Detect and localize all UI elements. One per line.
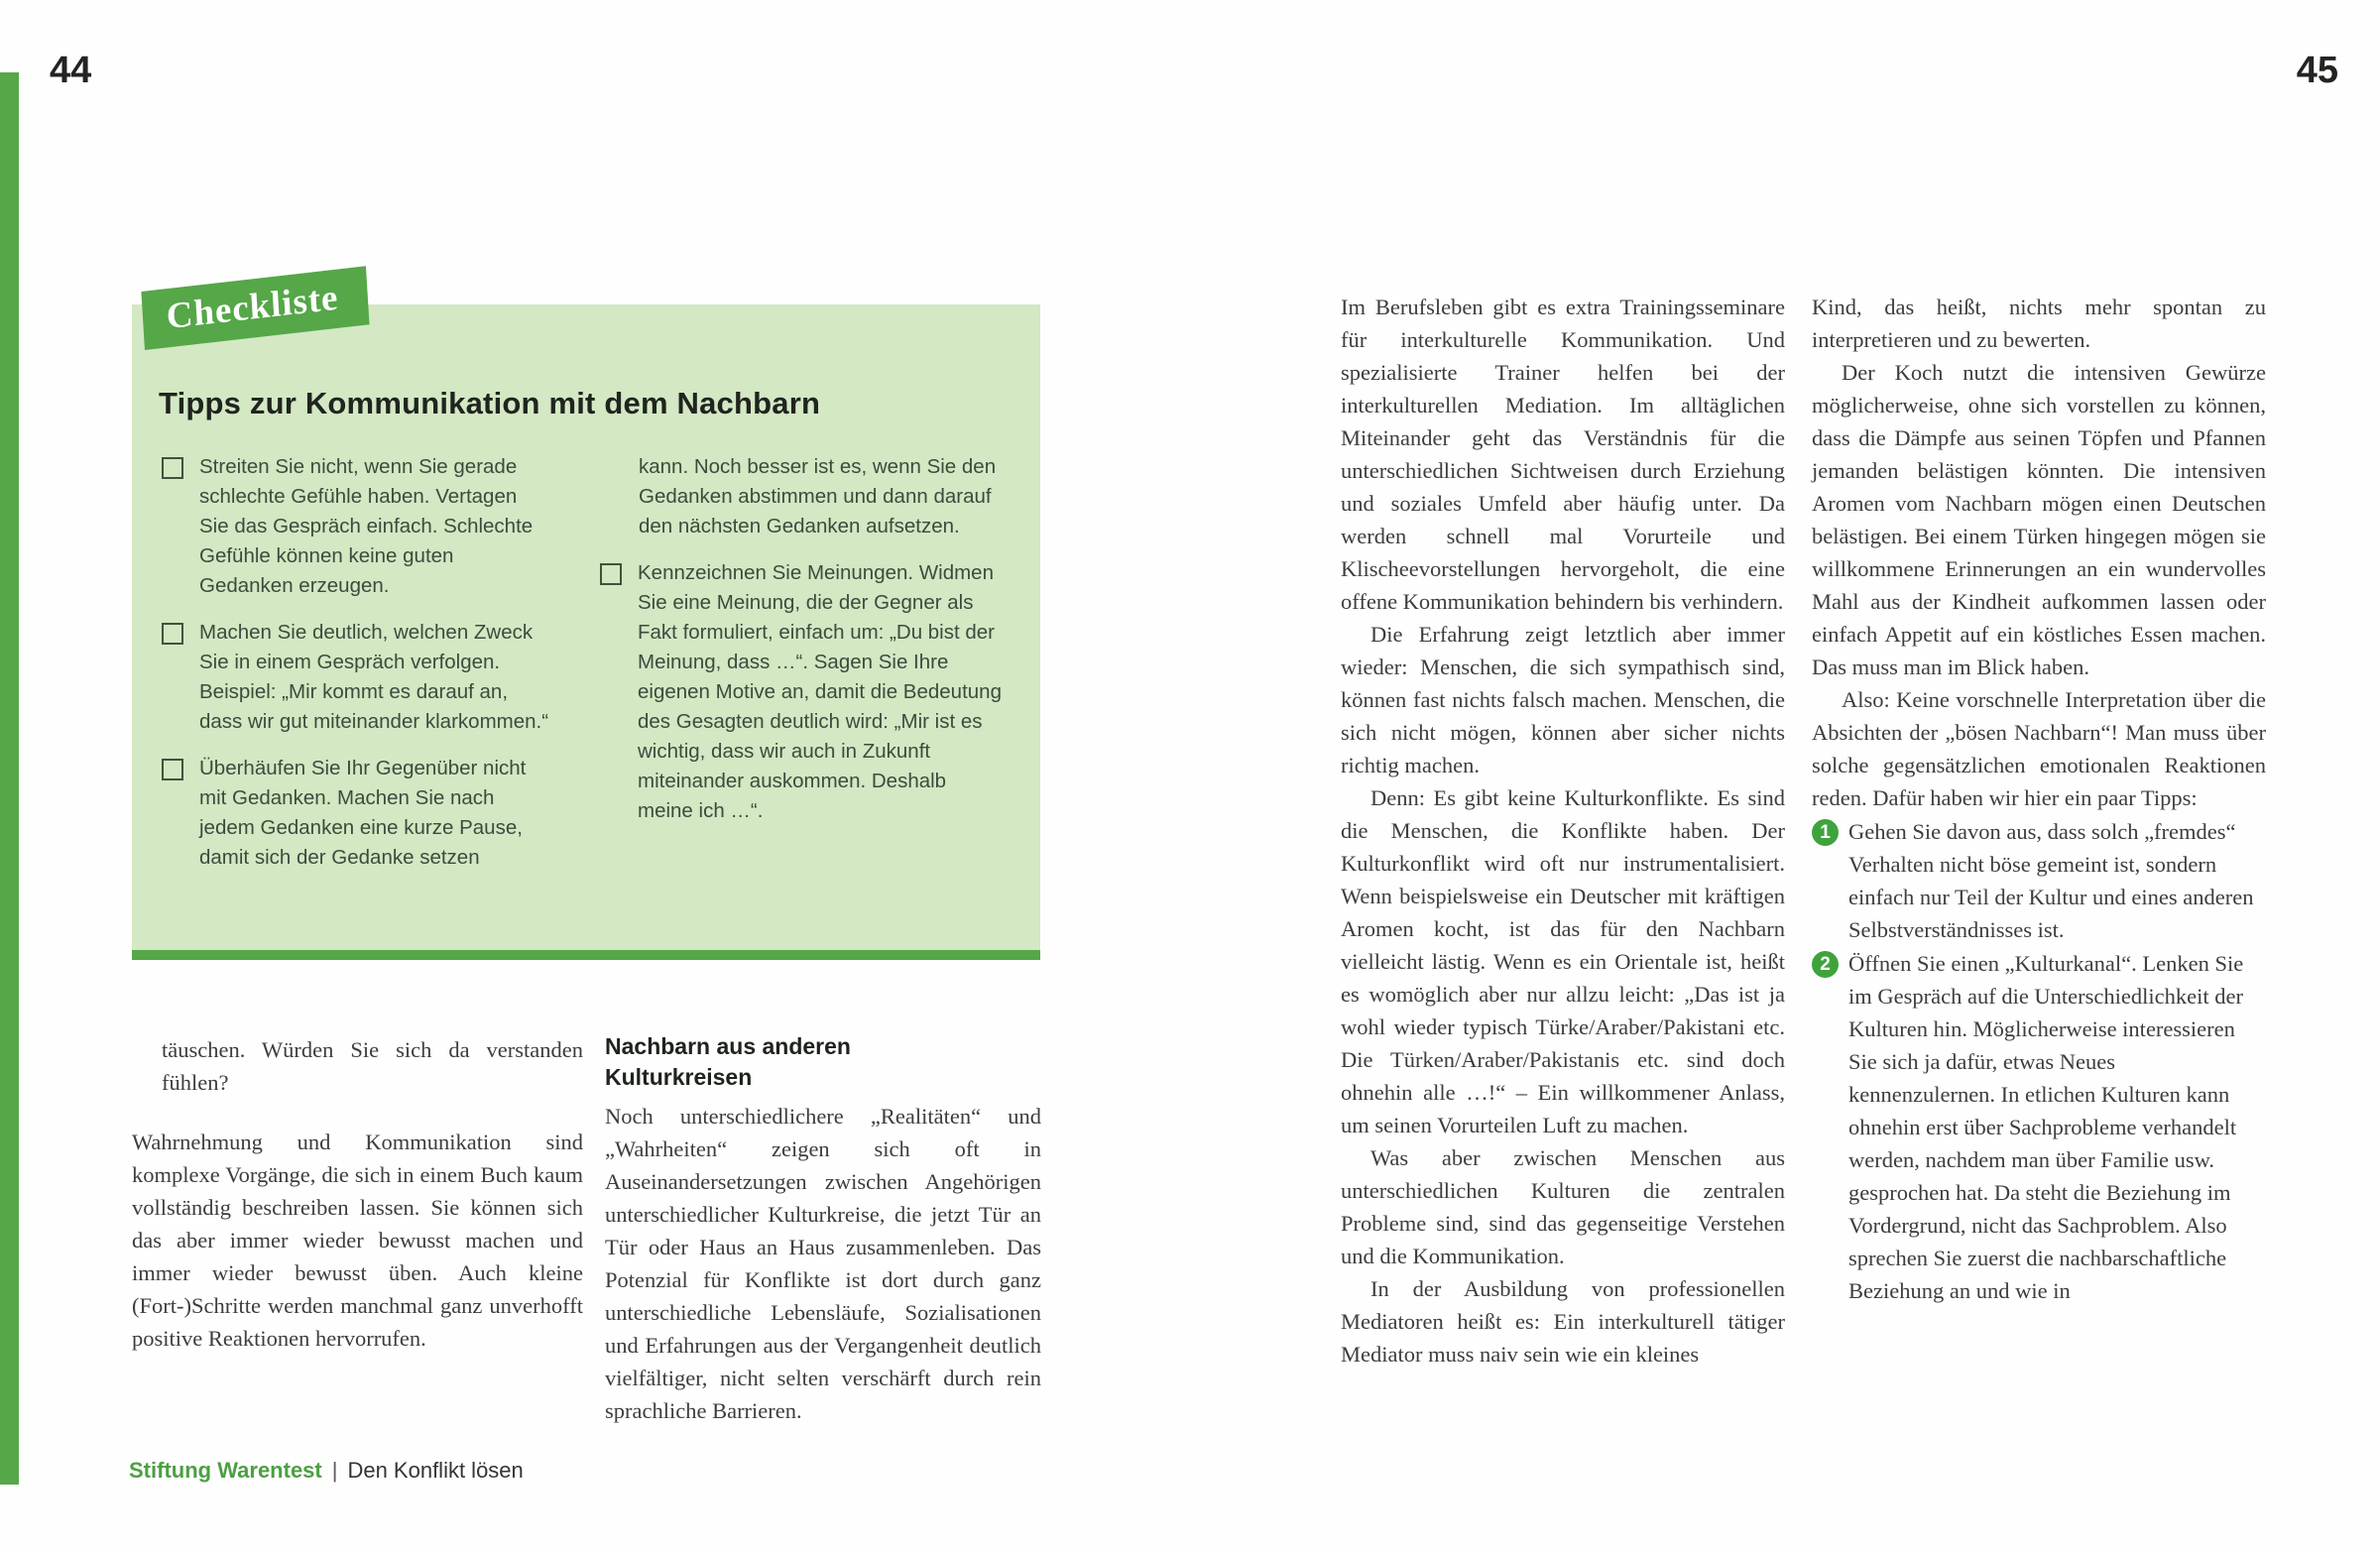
paragraph: In der Ausbildung von professionellen Mediatoren heißt es: Ein interkulturell tätiger Mediator muss naiv sein wie ein kleines bbox=[1341, 1276, 1785, 1367]
footer-separator: | bbox=[331, 1458, 338, 1483]
paragraph: Die Erfahrung zeigt letztlich aber immer wieder: Menschen, die sich sympathisch sind, können fast nichts falsch machen. Menschen, die sich nicht mögen, können aber sicher nichts richtig machen. bbox=[1341, 622, 1785, 777]
checklist-banner: Checkliste bbox=[141, 266, 370, 350]
paragraph: Kind, das heißt, nichts mehr spontan zu interpretieren und zu bewerten. bbox=[1812, 295, 2266, 352]
checklist-item bbox=[600, 558, 1005, 826]
checklist-column-2 bbox=[600, 452, 1005, 843]
checkbox-icon bbox=[162, 623, 183, 645]
page45-column-1 bbox=[1341, 291, 1785, 1371]
checklist-item-text: Kennzeichnen Sie Meinungen. Widmen Sie eine Meinung, die der Gegner als Fakt formuliert, einfach um: „Du bist der Meinung, dass …“. Sagen Sie Ihre eigenen Motive an, damit die Bedeutung des Gesagten deutlich wird: „Mir ist es wichtig, dass wir auch in Zukunft miteinander auskommen. Deshalb meine ich …“. bbox=[638, 561, 1002, 822]
section-heading: Nachbarn aus anderen Kulturkreisen bbox=[605, 1033, 851, 1090]
paragraph: Denn: Es gibt keine Kulturkonflikte. Es sind die Menschen, die Konflikte haben. Der Kulturkonflikt wird oft nur instrumentalisiert. Wenn beispielsweise ein Deutscher mit kräftigen Aromen kocht, ist das für den Nachbarn vielleicht lästig. Wenn es ein Orientale ist, heißt es womöglich aber nur allzu leicht: „Das ist ja wohl wieder typisch Türke/Araber/Pakistani etc. Die Türken/Araber/Pakistanis etc. sind doch ohnehin alle …!“ – Ein willkommener Anlass, um seinen Vorurteilen Luft zu machen. bbox=[1341, 785, 1785, 1137]
checklist-item-text: Streiten Sie nicht, wenn Sie gerade schlechte Gefühle haben. Vertagen Sie das Gespräch einfach. Schlechte Gefühle können keine guten Gedanken erzeugen. bbox=[199, 455, 534, 597]
checklist-item-text: Machen Sie deutlich, welchen Zweck Sie in einem Gespräch verfolgen. Beispiel: „Mir kommt es darauf an, dass wir gut miteinander klarkommen.“ bbox=[199, 621, 549, 733]
footer-brand: Stiftung Warentest bbox=[129, 1458, 322, 1483]
checklist-item-text: Überhäufen Sie Ihr Gegenüber nicht mit Gedanken. Machen Sie nach jedem Gedanken eine kurze Pause, damit sich der Gedanke setzen bbox=[199, 757, 527, 869]
page45-column-2 bbox=[1812, 291, 2266, 1307]
checkbox-icon bbox=[600, 563, 622, 585]
checkbox-icon bbox=[162, 457, 183, 479]
tip-text: Gehen Sie davon aus, dass solch „fremdes“ Verhalten nicht böse gemeint ist, sondern einfach nur Teil der Kultur und eines anderen Selbstverständnisses ist. bbox=[1848, 819, 2254, 942]
paragraph: Also: Keine vorschnelle Interpretation über die Absichten der „bösen Nachbarn“! Man muss über solche gegensätzlichen emotionalen Reaktionen reden. Dafür haben wir hier ein paar Tipps: bbox=[1812, 687, 2266, 810]
checklist-item-continuation bbox=[600, 452, 1005, 541]
paragraph: Was aber zwischen Menschen aus unterschiedlichen Kulturen die zentralen Probleme sind, sind das gegenseitige Verstehen und die Kommunikation. bbox=[1341, 1145, 1785, 1268]
paragraph: Im Berufsleben gibt es extra Trainingsseminare für interkulturelle Kommunikation. Und spezialisierte Trainer helfen bei der interkulturellen Mediation. Im alltäglichen Miteinander geht das Verständnis für die unterschiedlichen Sichtweisen durch Erziehung und soziales Umfeld aber häufig unter. Da werden schnell mal Vorurteile und Klischeevorstellungen hervorgeholt, die eine offene Kommunikation behindern bis verhindern. bbox=[1341, 295, 1785, 614]
tip-item-2 bbox=[1812, 947, 2266, 1307]
checklist-item bbox=[162, 618, 550, 737]
tip-number-badge: 2 bbox=[1812, 951, 1839, 978]
paragraph: Wahrnehmung und Kommunikation sind komplexe Vorgänge, die sich in einem Buch kaum vollständig beschreiben lassen. Sie können sich das aber immer wieder bewusst machen und immer wieder bewusst üben. Auch kleine (Fort-)Schritte werden manchmal ganz unverhofft positive Reaktionen hervorrufen. bbox=[132, 1130, 583, 1351]
checklist-item bbox=[162, 452, 550, 601]
checkbox-spacer bbox=[600, 452, 639, 541]
tip-text: Öffnen Sie einen „Kulturkanal“. Lenken Sie im Gespräch auf die Unterschiedlichkeit der Kulturen hin. Möglicherweise interessieren Sie sich ja dafür, etwas Neues kennenzulernen. In etlichen Kulturen kann ohnehin erst über Sachprobleme verhandelt werden, nachdem man über Familie usw. gesprochen hat. Da steht die Beziehung im Vordergrund, nicht das Sachproblem. Also sprechen Sie zuerst die nachbarschaftliche Beziehung an und wie in bbox=[1848, 951, 2244, 1303]
paragraph: täuschen. Würden Sie sich da verstanden fühlen? bbox=[162, 1037, 583, 1095]
checklist-item-text: kann. Noch besser ist es, wenn Sie den Gedanken abstimmen und dann darauf den nächsten Gedanken aufsetzen. bbox=[639, 455, 997, 537]
page-number-right: 45 bbox=[2296, 50, 2338, 91]
footer-book-title: Den Konflikt lösen bbox=[347, 1458, 524, 1483]
page44-column-1 bbox=[132, 1033, 583, 1355]
checklist-column-1 bbox=[162, 452, 550, 890]
tip-item-1 bbox=[1812, 815, 2266, 946]
paragraph: Der Koch nutzt die intensiven Gewürze möglicherweise, ohne sich vorstellen zu können, dass die Dämpfe aus seinen Töpfen und Pfannen jemanden belästigen könnten. Die intensiven Aromen vom Nachbarn mögen einen Deutschen belästigen. Bei einem Türken hingegen mögen sie willkommene Erinnerungen an ein wundervolles Mahl aus der Kindheit aufkommen lassen oder einfach Appetit auf ein köstliches Essen machen. Das muss man im Blick haben. bbox=[1812, 360, 2266, 679]
tip-number-badge: 1 bbox=[1812, 819, 1839, 846]
checklist-title: Tipps zur Kommunikation mit dem Nachbarn bbox=[159, 386, 821, 420]
paragraph: Noch unterschiedlichere „Realitäten“ und „Wahrheiten“ zeigen sich oft in Auseinandersetzungen zwischen Angehörigen unterschiedlicher Kulturkreise, die jetzt Tür an Tür oder Haus an Haus zusammenleben. Das Potenzial für Konflikte ist dort durch ganz unterschiedliche Lebensläufe, Sozialisationen und Erfahrungen aus der Vergangenheit deutlich vielfältiger, nicht selten verschärft durch rein sprachliche Barrieren. bbox=[605, 1104, 1041, 1423]
page44-column-2 bbox=[605, 1031, 1041, 1427]
checklist-item bbox=[162, 754, 550, 873]
checkbox-icon bbox=[162, 759, 183, 780]
footer bbox=[129, 1458, 524, 1484]
left-edge-accent-bar bbox=[0, 72, 19, 1485]
page-number-left: 44 bbox=[50, 50, 92, 91]
